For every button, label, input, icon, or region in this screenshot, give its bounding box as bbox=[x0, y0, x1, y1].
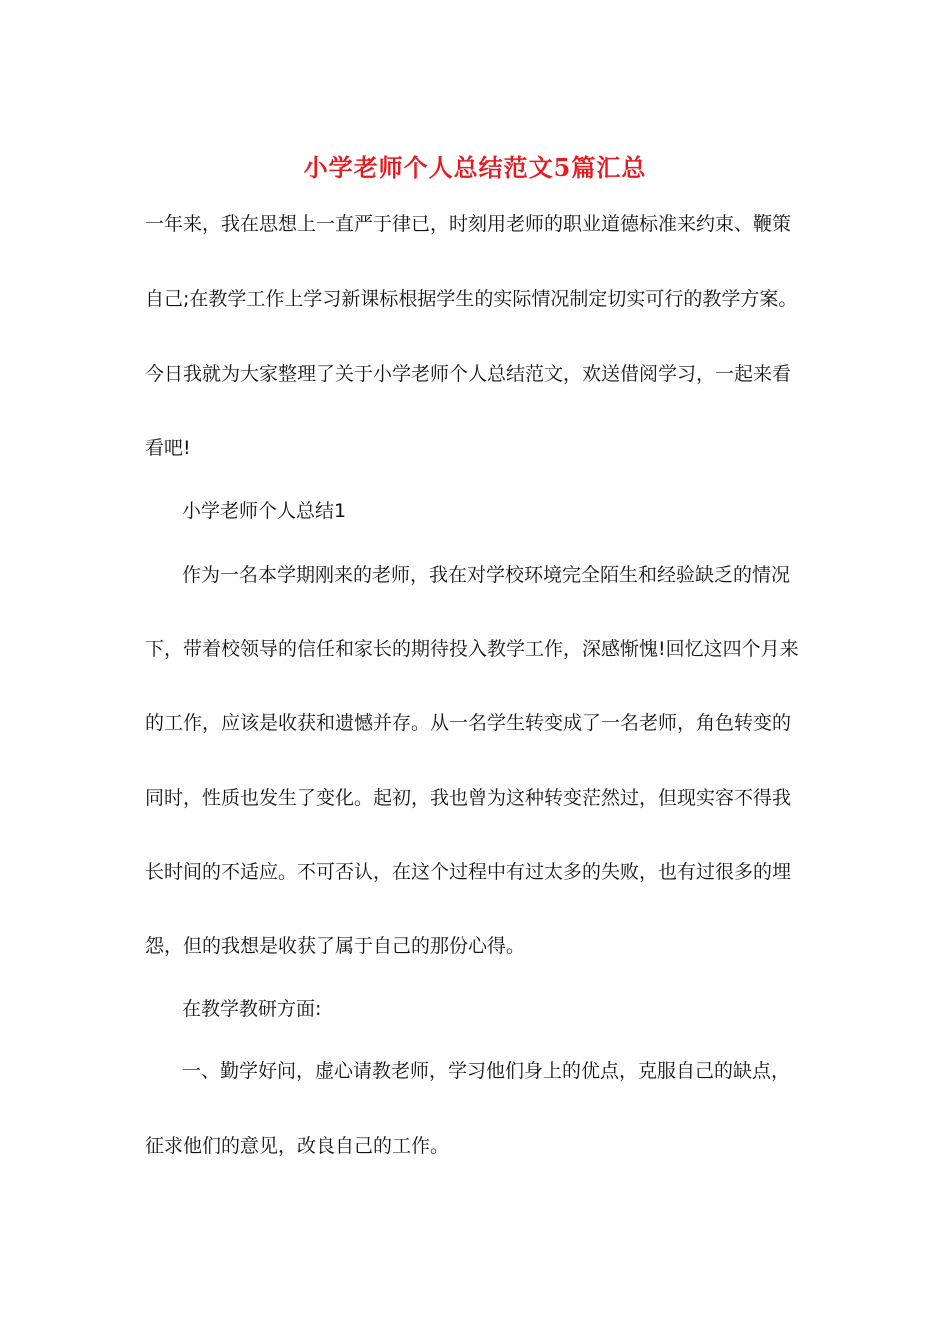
paragraph-1-line-2: 下，带着校领导的信任和家长的期待投入教学工作，深感惭愧!回忆这四个月来 bbox=[145, 638, 799, 660]
item-1-line-2: 征求他们的意见，改良自己的工作。 bbox=[145, 1135, 450, 1157]
intro-line-4: 看吧! bbox=[145, 437, 191, 459]
intro-line-1: 一年来，我在思想上一直严于律已，时刻用老师的职业道德标准来约束、鞭策 bbox=[145, 213, 792, 235]
section-heading-1: 小学老师个人总结1 bbox=[182, 500, 347, 522]
paragraph-1-line-3: 的工作，应该是收获和遗憾并存。从一名学生转变成了一名老师，角色转变的 bbox=[145, 712, 792, 734]
intro-line-2: 自己;在教学工作上学习新课标根据学生的实际情况制定切实可行的教学方案。 bbox=[145, 288, 798, 310]
paragraph-1-line-1: 作为一名本学期刚来的老师，我在对学校环境完全陌生和经验缺乏的情况 bbox=[182, 564, 791, 586]
subsection-heading: 在教学教研方面: bbox=[182, 998, 322, 1020]
paragraph-1-line-4: 同时，性质也发生了变化。起初，我也曾为这种转变茫然过，但现实容不得我 bbox=[145, 787, 792, 809]
document-title: 小学老师个人总结范文5篇汇总 bbox=[303, 153, 647, 182]
paragraph-1-line-6: 怨，但的我想是收获了属于自己的那份心得。 bbox=[145, 935, 526, 957]
item-1-line-1: 一、勤学好问，虚心请教老师，学习他们身上的优点，克服自己的缺点， bbox=[182, 1060, 791, 1082]
paragraph-1-line-5: 长时间的不适应。不可否认，在这个过程中有过太多的失败，也有过很多的埋 bbox=[145, 861, 792, 883]
intro-line-3: 今日我就为大家整理了关于小学老师个人总结范文，欢送借阅学习，一起来看 bbox=[145, 363, 792, 385]
